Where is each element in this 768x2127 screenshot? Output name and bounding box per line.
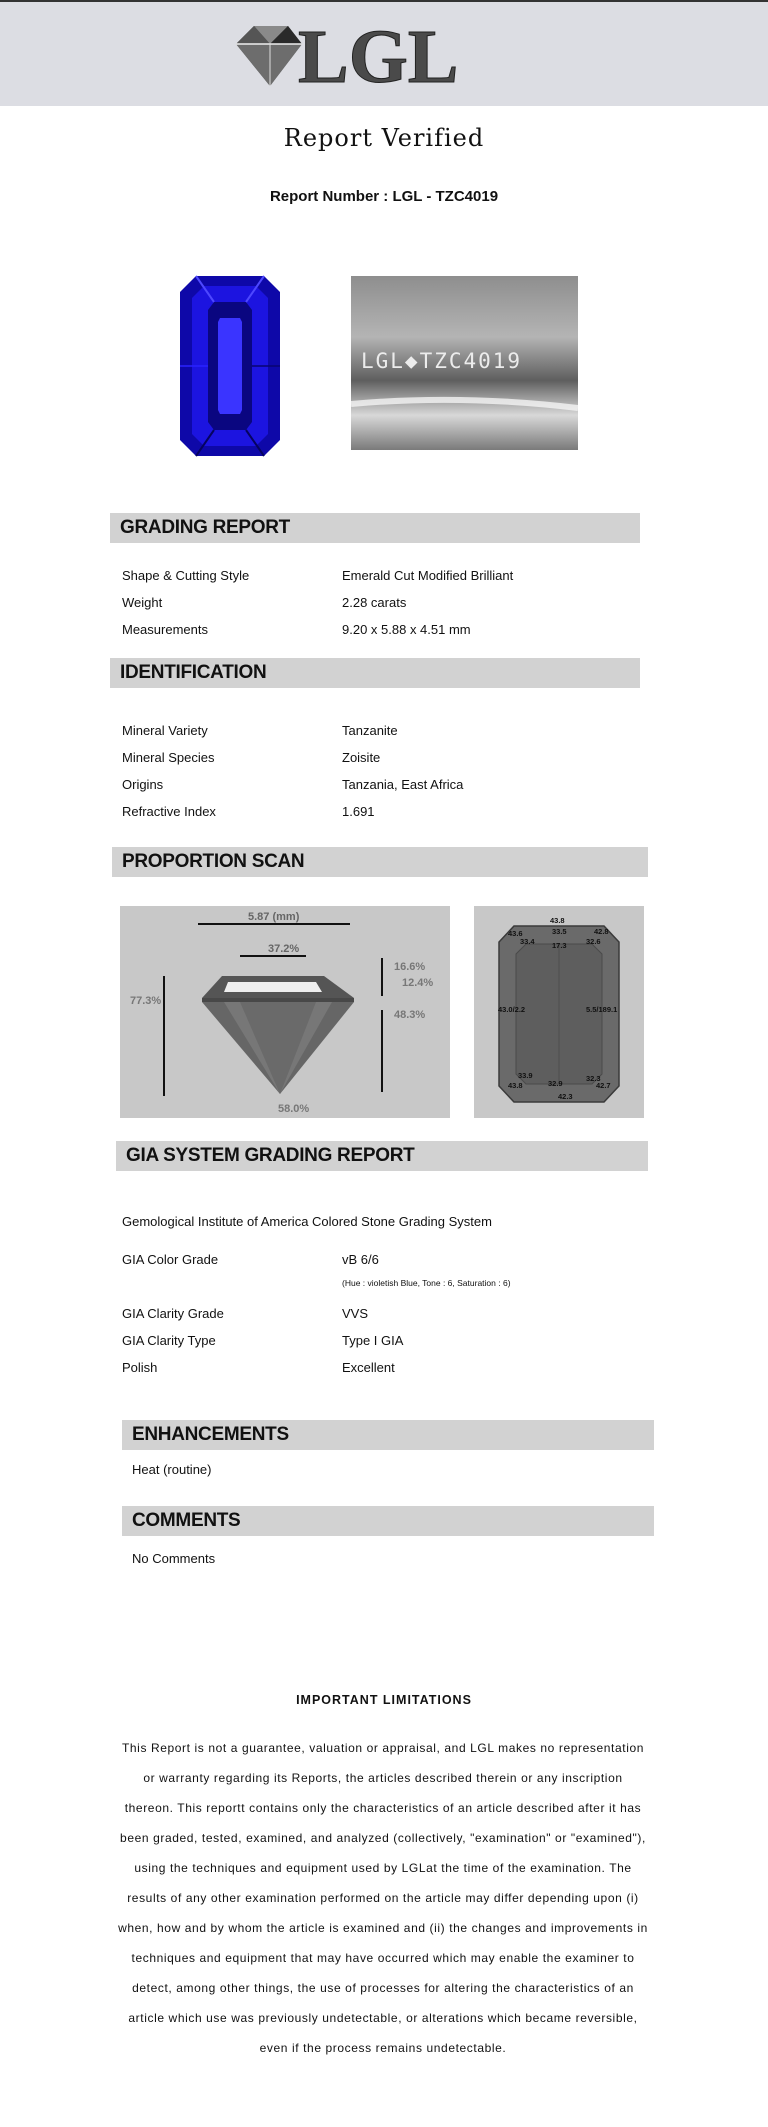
profile-girdle-label: 12.4% xyxy=(402,977,434,989)
shape-value: Emerald Cut Modified Brilliant xyxy=(342,568,514,583)
face-up-diagram xyxy=(474,906,644,1118)
gia-clarity-grade-label: GIA Clarity Grade xyxy=(122,1306,224,1321)
profile-depth-label: 77.3% xyxy=(130,995,162,1007)
inscription-photo xyxy=(351,276,578,450)
gia-system-name: Gemological Institute of America Colored Stone Grading System xyxy=(122,1214,492,1229)
limitations-body: This Report is not a guarantee, valuation or appraisal, and LGL makes no representation or warranty regarding its Reports, the articles described therein or any inscription thereon. This reportt contains only the characteristics of an article described after it has been graded, tested, examined, and analyzed (collectively, "examination" or "examined"), using the techniques and equipment used by LGLat the time of the examination. The results of any other examination performed on the article may differ depending upon (i) when, how and by whom the article is examined and (ii) the changes and improvements in techniques and equipment that may have occurred which may enable the examiner to detect, among other things, the use of processes for altering the characteristics of an article which use was previously undetectable, or alterations which became reversible, even if the process remains undetectable. xyxy=(118,1741,648,2055)
face-bottom-left-2: 43.8 xyxy=(508,1081,523,1090)
face-top-3: 17.3 xyxy=(552,941,567,950)
profile-table-label: 37.2% xyxy=(268,943,300,955)
enhancements-text: Heat (routine) xyxy=(132,1462,212,1477)
gia-color-note: (Hue : violetish Blue, Tone : 6, Saturation : 6) xyxy=(342,1278,511,1288)
profile-diagram xyxy=(120,906,450,1118)
shape-label: Shape & Cutting Style xyxy=(122,568,250,583)
face-top-1: 43.8 xyxy=(550,916,565,925)
origins-value: Tanzania, East Africa xyxy=(342,777,464,792)
face-top-right-1: 42.8 xyxy=(594,927,609,936)
gia-heading: GIA SYSTEM GRADING REPORT xyxy=(116,1141,648,1171)
page-title: Report Verified xyxy=(283,124,485,152)
mineral-variety-value: Tanzanite xyxy=(342,723,398,738)
polish-label: Polish xyxy=(122,1360,158,1375)
mineral-variety-label: Mineral Variety xyxy=(122,723,208,738)
face-bottom-1: 32.9 xyxy=(548,1079,563,1088)
origins-label: Origins xyxy=(122,777,164,792)
face-top-left-2: 33.4 xyxy=(520,937,535,946)
report-number: Report Number : LGL - TZC4019 xyxy=(269,188,499,205)
weight-value: 2.28 carats xyxy=(342,595,407,610)
measurements-label: Measurements xyxy=(122,622,208,637)
weight-label: Weight xyxy=(122,595,163,610)
refractive-index-value: 1.691 xyxy=(342,804,375,819)
profile-crown-label: 16.6% xyxy=(394,961,426,973)
face-bottom-right-2: 42.7 xyxy=(596,1081,611,1090)
face-top-2: 33.5 xyxy=(552,927,567,936)
refractive-index-label: Refractive Index xyxy=(122,804,216,819)
profile-width-label: 5.87 (mm) xyxy=(248,911,300,923)
mineral-species-value: Zoisite xyxy=(342,750,381,765)
face-top-left-1: 43.6 xyxy=(508,929,523,938)
identification-heading: IDENTIFICATION xyxy=(110,658,640,688)
inscription-text: LGL◆TZC4019 xyxy=(361,349,523,373)
gia-color-label: GIA Color Grade xyxy=(122,1252,219,1267)
gia-clarity-type-label: GIA Clarity Type xyxy=(122,1333,216,1348)
gemstone-photo xyxy=(134,272,326,460)
proportion-scan-heading: PROPORTION SCAN xyxy=(112,847,648,877)
mineral-species-label: Mineral Species xyxy=(122,750,215,765)
logo-text: LGL xyxy=(298,16,459,96)
lgl-logo xyxy=(232,16,492,96)
profile-culet-label: 58.0% xyxy=(278,1103,310,1115)
grading-report-heading: GRADING REPORT xyxy=(110,513,640,543)
face-top-right-2: 32.6 xyxy=(586,937,601,946)
face-bottom-2: 42.3 xyxy=(558,1092,573,1101)
face-right: 5.5/189.1 xyxy=(586,1005,618,1014)
profile-pavilion-label: 48.3% xyxy=(394,1009,426,1021)
measurements-value: 9.20 x 5.88 x 4.51 mm xyxy=(342,622,471,637)
gia-color-value: vB 6/6 xyxy=(342,1252,379,1267)
face-left: 43.0/2.2 xyxy=(498,1005,526,1014)
comments-text: No Comments xyxy=(132,1551,216,1566)
header-banner xyxy=(0,0,768,106)
face-bottom-right-1: 32.3 xyxy=(586,1074,601,1083)
enhancements-heading: ENHANCEMENTS xyxy=(122,1420,654,1450)
face-bottom-left-1: 33.9 xyxy=(518,1071,533,1080)
limitations-heading: IMPORTANT LIMITATIONS xyxy=(296,1693,472,1707)
comments-heading: COMMENTS xyxy=(122,1506,654,1536)
diamond-icon xyxy=(236,26,302,86)
gia-clarity-type-value: Type I GIA xyxy=(342,1333,404,1348)
polish-value: Excellent xyxy=(342,1360,395,1375)
gia-clarity-grade-value: VVS xyxy=(342,1306,369,1321)
